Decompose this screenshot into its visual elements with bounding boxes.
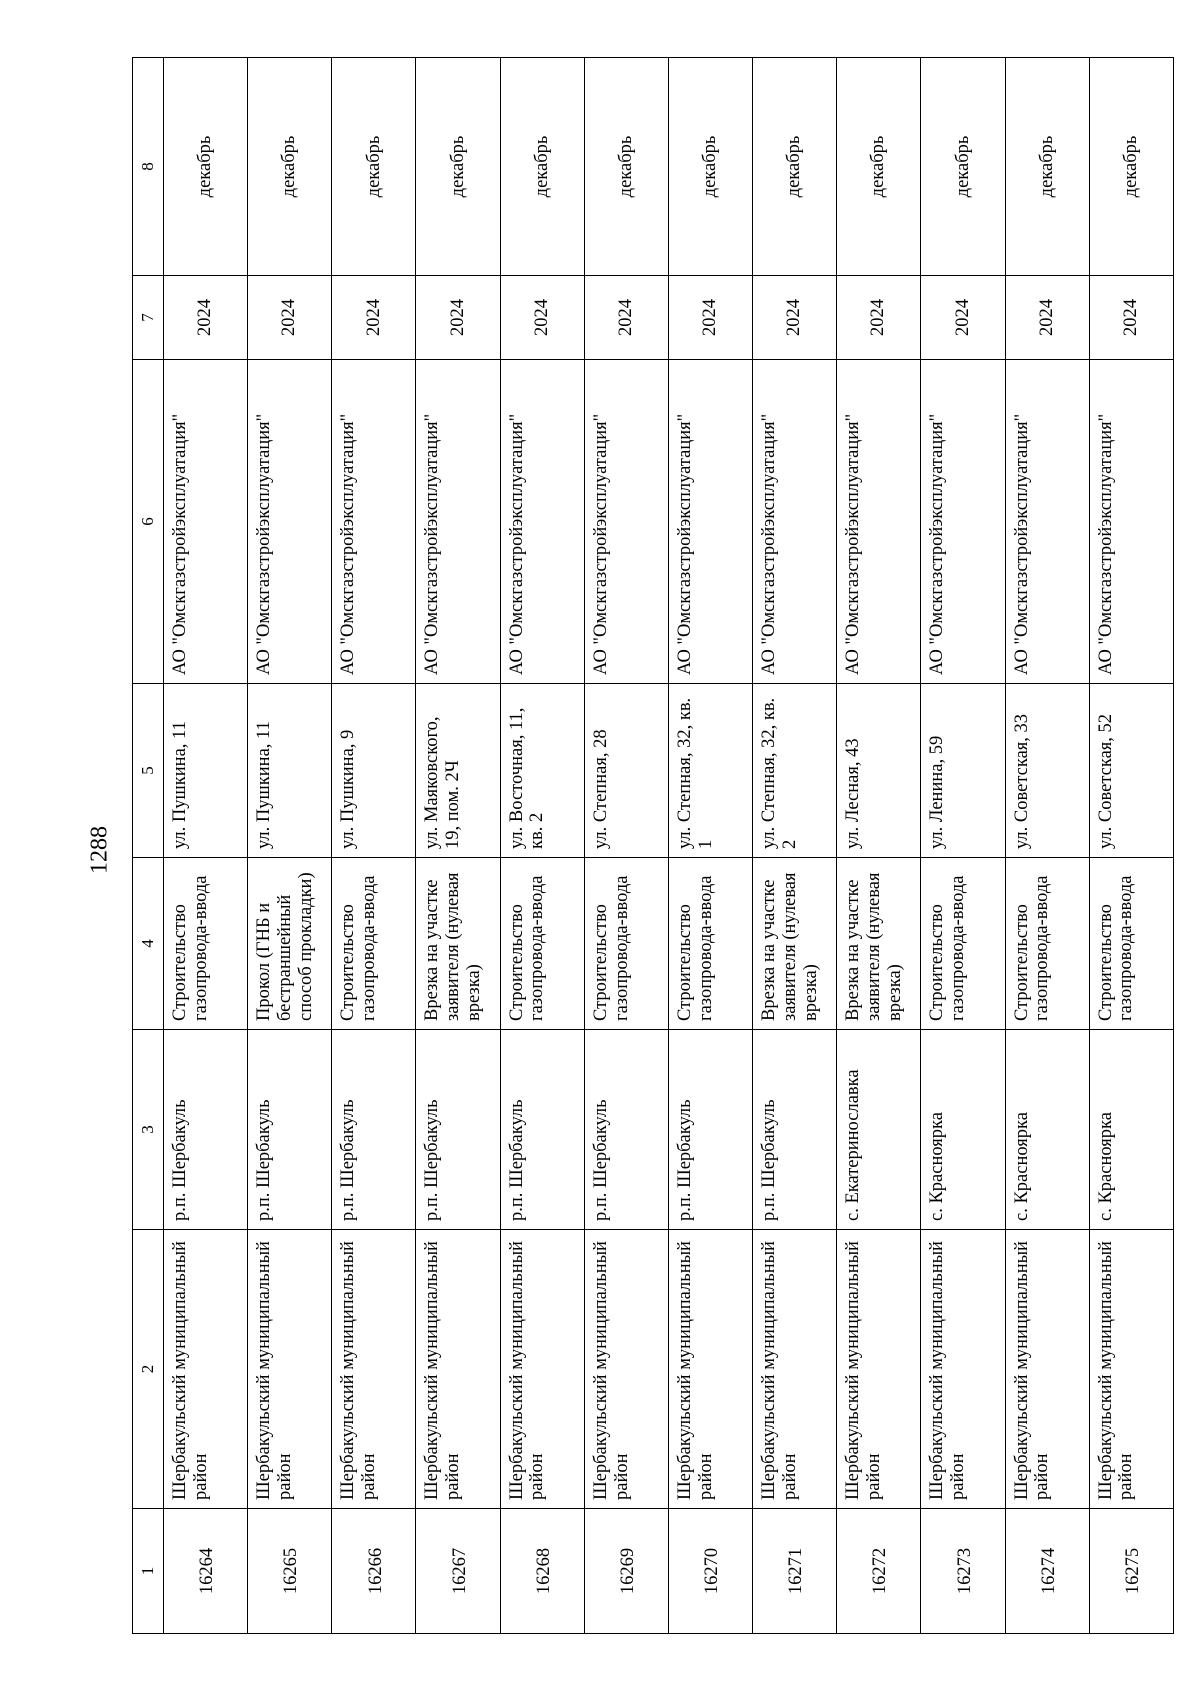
organization-cell: АО "Омскгазстройэксплуатация" (1005, 360, 1089, 684)
year-cell: 2024 (164, 276, 248, 360)
locality-cell: р.п. Шербакуль (164, 1030, 248, 1230)
page-number-text: 1288 (86, 826, 113, 874)
organization-cell: АО "Омскгазстройэксплуатация" (584, 360, 668, 684)
table-row (584, 58, 668, 1634)
month-cell: декабрь (1005, 58, 1089, 276)
district-cell: Шербакульский муниципальный район (416, 1230, 500, 1509)
table-row (248, 58, 332, 1634)
row-number-cell: 16268 (500, 1509, 584, 1634)
locality-cell: р.п. Шербакуль (416, 1030, 500, 1230)
organization-cell: АО "Омскгазстройэксплуатация" (248, 360, 332, 684)
row-number-cell: 16270 (668, 1509, 752, 1634)
row-number-cell: 16271 (753, 1509, 837, 1634)
month-cell: декабрь (1089, 58, 1173, 276)
address-cell: ул. Советская, 52 (1089, 684, 1173, 858)
year-cell: 2024 (248, 276, 332, 360)
row-number-cell: 16266 (332, 1509, 416, 1634)
month-cell: декабрь (164, 58, 248, 276)
month-cell: декабрь (248, 58, 332, 276)
locality-cell: с. Красноярка (921, 1030, 1005, 1230)
work-type-cell: Врезка на участке заявителя (нулевая врезка) (416, 858, 500, 1030)
month-cell: декабрь (416, 58, 500, 276)
district-cell: Шербакульский муниципальный район (248, 1230, 332, 1509)
year-cell: 2024 (1005, 276, 1089, 360)
column-number-row (133, 58, 164, 1634)
work-type-cell: Прокол (ГНБ и бестраншейный способ прокладки) (248, 858, 332, 1030)
page-number (80, 820, 120, 880)
work-type-cell: Строительство газопровода-ввода (500, 858, 584, 1030)
row-number-cell: 16272 (837, 1509, 921, 1634)
locality-cell: р.п. Шербакуль (248, 1030, 332, 1230)
year-cell: 2024 (500, 276, 584, 360)
column-header: 4 (133, 858, 164, 1030)
column-header: 7 (133, 276, 164, 360)
district-cell: Шербакульский муниципальный район (1005, 1230, 1089, 1509)
address-cell: ул. Ленина, 59 (921, 684, 1005, 858)
district-cell: Шербакульский муниципальный район (584, 1230, 668, 1509)
district-cell: Шербакульский муниципальный район (332, 1230, 416, 1509)
table-row (164, 58, 248, 1634)
table-row (332, 58, 416, 1634)
locality-cell: р.п. Шербакуль (332, 1030, 416, 1230)
year-cell: 2024 (332, 276, 416, 360)
organization-cell: АО "Омскгазстройэксплуатация" (668, 360, 752, 684)
rotated-table-wrapper (132, 58, 1174, 1634)
work-type-cell: Строительство газопровода-ввода (668, 858, 752, 1030)
table-row (1089, 58, 1173, 1634)
row-number-cell: 16275 (1089, 1509, 1173, 1634)
column-header: 3 (133, 1030, 164, 1230)
table-row (1005, 58, 1089, 1634)
work-type-cell: Строительство газопровода-ввода (1005, 858, 1089, 1030)
address-cell: ул. Степная, 32, кв. 1 (668, 684, 752, 858)
district-cell: Шербакульский муниципальный район (921, 1230, 1005, 1509)
row-number-cell: 16274 (1005, 1509, 1089, 1634)
column-header: 2 (133, 1230, 164, 1509)
work-type-cell: Строительство газопровода-ввода (584, 858, 668, 1030)
locality-cell: р.п. Шербакуль (584, 1030, 668, 1230)
month-cell: декабрь (500, 58, 584, 276)
address-cell: ул. Маяковского, 19, пом. 2Ч (416, 684, 500, 858)
locality-cell: р.п. Шербакуль (500, 1030, 584, 1230)
table-row (753, 58, 837, 1634)
address-cell: ул. Пушкина, 9 (332, 684, 416, 858)
locality-cell: с. Красноярка (1005, 1030, 1089, 1230)
month-cell: декабрь (753, 58, 837, 276)
district-cell: Шербакульский муниципальный район (837, 1230, 921, 1509)
organization-cell: АО "Омскгазстройэксплуатация" (921, 360, 1005, 684)
year-cell: 2024 (416, 276, 500, 360)
column-header: 1 (133, 1509, 164, 1634)
work-type-cell: Строительство газопровода-ввода (164, 858, 248, 1030)
table-row (416, 58, 500, 1634)
work-type-cell: Врезка на участке заявителя (нулевая врезка) (837, 858, 921, 1030)
year-cell: 2024 (837, 276, 921, 360)
month-cell: декабрь (837, 58, 921, 276)
organization-cell: АО "Омскгазстройэксплуатация" (332, 360, 416, 684)
organization-cell: АО "Омскгазстройэксплуатация" (753, 360, 837, 684)
work-type-cell: Строительство газопровода-ввода (1089, 858, 1173, 1030)
work-type-cell: Врезка на участке заявителя (нулевая врезка) (753, 858, 837, 1030)
month-cell: декабрь (668, 58, 752, 276)
table-row (668, 58, 752, 1634)
year-cell: 2024 (584, 276, 668, 360)
year-cell: 2024 (921, 276, 1005, 360)
district-cell: Шербакульский муниципальный район (753, 1230, 837, 1509)
row-number-cell: 16265 (248, 1509, 332, 1634)
column-header: 8 (133, 58, 164, 276)
district-cell: Шербакульский муниципальный район (164, 1230, 248, 1509)
locality-cell: р.п. Шербакуль (668, 1030, 752, 1230)
address-cell: ул. Степная, 28 (584, 684, 668, 858)
organization-cell: АО "Омскгазстройэксплуатация" (1089, 360, 1173, 684)
year-cell: 2024 (668, 276, 752, 360)
column-header: 6 (133, 360, 164, 684)
address-cell: ул. Лесная, 43 (837, 684, 921, 858)
organization-cell: АО "Омскгазстройэксплуатация" (416, 360, 500, 684)
address-cell: ул. Советская, 33 (1005, 684, 1089, 858)
address-cell: ул. Пушкина, 11 (248, 684, 332, 858)
gas-works-table (132, 57, 1174, 1634)
locality-cell: р.п. Шербакуль (753, 1030, 837, 1230)
locality-cell: с. Екатеринославка (837, 1030, 921, 1230)
month-cell: декабрь (921, 58, 1005, 276)
row-number-cell: 16267 (416, 1509, 500, 1634)
column-header: 5 (133, 684, 164, 858)
district-cell: Шербакульский муниципальный район (500, 1230, 584, 1509)
address-cell: ул. Пушкина, 11 (164, 684, 248, 858)
organization-cell: АО "Омскгазстройэксплуатация" (164, 360, 248, 684)
year-cell: 2024 (1089, 276, 1173, 360)
work-type-cell: Строительство газопровода-ввода (921, 858, 1005, 1030)
row-number-cell: 16264 (164, 1509, 248, 1634)
address-cell: ул. Степная, 32, кв. 2 (753, 684, 837, 858)
row-number-cell: 16269 (584, 1509, 668, 1634)
address-cell: ул. Восточная, 11, кв. 2 (500, 684, 584, 858)
month-cell: декабрь (584, 58, 668, 276)
table-row (921, 58, 1005, 1634)
year-cell: 2024 (753, 276, 837, 360)
table-row (837, 58, 921, 1634)
month-cell: декабрь (332, 58, 416, 276)
organization-cell: АО "Омскгазстройэксплуатация" (837, 360, 921, 684)
row-number-cell: 16273 (921, 1509, 1005, 1634)
locality-cell: с. Красноярка (1089, 1030, 1173, 1230)
work-type-cell: Строительство газопровода-ввода (332, 858, 416, 1030)
district-cell: Шербакульский муниципальный район (668, 1230, 752, 1509)
table-row (500, 58, 584, 1634)
organization-cell: АО "Омскгазстройэксплуатация" (500, 360, 584, 684)
district-cell: Шербакульский муниципальный район (1089, 1230, 1173, 1509)
